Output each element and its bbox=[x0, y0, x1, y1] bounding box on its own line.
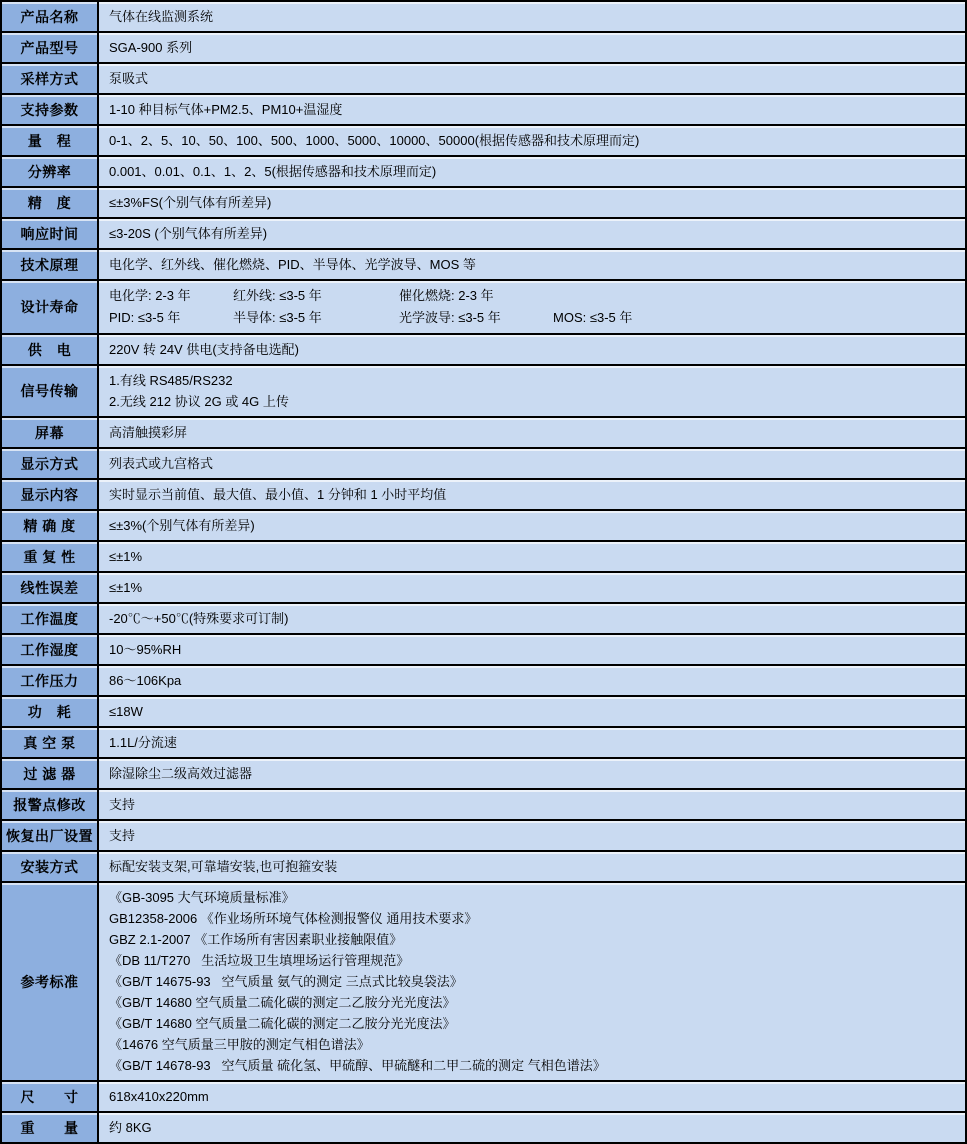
spec-value-line: ≤±1% bbox=[109, 549, 143, 564]
spec-label: 过 滤 器 bbox=[1, 758, 98, 789]
spec-value-line: 0.001、0.01、0.1、1、2、5(根据传感器和技术原理而定) bbox=[109, 164, 437, 179]
spec-value-line: GBZ 2.1-2007 《工作场所有害因素职业接触限值》 bbox=[109, 932, 403, 947]
spec-value bbox=[98, 789, 966, 820]
spec-value-line: 支持 bbox=[109, 828, 136, 843]
spec-value bbox=[98, 94, 966, 125]
spec-value-line: 10～95%RH bbox=[109, 642, 182, 657]
table-row bbox=[1, 820, 966, 851]
spec-value bbox=[98, 334, 966, 365]
spec-value-line: 除湿除尘二级高效过滤器 bbox=[109, 766, 253, 781]
spec-label: 支持参数 bbox=[1, 94, 98, 125]
spec-label: 尺 寸 bbox=[1, 1081, 98, 1112]
spec-label: 量 程 bbox=[1, 125, 98, 156]
spec-value-item: 电化学: 2-3 年 bbox=[109, 288, 191, 303]
spec-value bbox=[98, 448, 966, 479]
spec-value-line: 220V 转 24V 供电(支持备电选配) bbox=[109, 342, 299, 357]
spec-label: 报警点修改 bbox=[1, 789, 98, 820]
spec-value-line: 泵吸式 bbox=[109, 71, 149, 86]
spec-value-line: 0-1、2、5、10、50、100、500、1000、5000、10000、50000(根据传感器和技术原理而定) bbox=[109, 133, 640, 148]
spec-label: 信号传输 bbox=[1, 365, 98, 417]
table-row bbox=[1, 365, 966, 417]
spec-value-line: 《DB 11/T270 生活垃圾卫生填埋场运行管理规范》 bbox=[109, 953, 410, 968]
spec-value bbox=[98, 727, 966, 758]
spec-value-line: 《GB-3095 大气环境质量标准》 bbox=[109, 890, 295, 905]
spec-value bbox=[98, 882, 966, 1081]
spec-label: 安装方式 bbox=[1, 851, 98, 882]
table-row bbox=[1, 63, 966, 94]
table-row bbox=[1, 280, 966, 334]
spec-value bbox=[98, 417, 966, 448]
table-row bbox=[1, 156, 966, 187]
table-row bbox=[1, 665, 966, 696]
spec-value bbox=[98, 634, 966, 665]
spec-label: 技术原理 bbox=[1, 249, 98, 280]
table-row bbox=[1, 634, 966, 665]
spec-value-line: 《GB/T 14680 空气质量二硫化碳的测定二乙胺分光光度法》 bbox=[109, 1016, 456, 1031]
spec-value-line: 标配安装支架,可靠墙安装,也可抱箍安装 bbox=[109, 859, 338, 874]
spec-value-line: ≤±1% bbox=[109, 580, 143, 595]
spec-value-line: ≤3-20S (个别气体有所差异) bbox=[109, 226, 268, 241]
spec-value bbox=[98, 758, 966, 789]
table-row bbox=[1, 758, 966, 789]
spec-value bbox=[98, 696, 966, 727]
spec-value-item: MOS: ≤3-5 年 bbox=[553, 310, 633, 325]
spec-value-line: 气体在线监测系统 bbox=[109, 9, 214, 24]
table-row bbox=[1, 851, 966, 882]
spec-value bbox=[98, 1, 966, 32]
spec-value bbox=[98, 156, 966, 187]
table-row bbox=[1, 479, 966, 510]
table-row bbox=[1, 1, 966, 32]
spec-value-line: 618x410x220mm bbox=[109, 1089, 209, 1104]
spec-value bbox=[98, 851, 966, 882]
table-row bbox=[1, 882, 966, 1081]
spec-value bbox=[98, 249, 966, 280]
spec-label: 恢复出厂设置 bbox=[1, 820, 98, 851]
spec-label: 显示方式 bbox=[1, 448, 98, 479]
spec-value-line: 列表式或九宫格式 bbox=[109, 456, 214, 471]
spec-label: 精 度 bbox=[1, 187, 98, 218]
spec-label: 功 耗 bbox=[1, 696, 98, 727]
table-row bbox=[1, 218, 966, 249]
table-row bbox=[1, 417, 966, 448]
spec-value-line: ≤±3%(个别气体有所差异) bbox=[109, 518, 255, 533]
spec-value bbox=[98, 187, 966, 218]
spec-value bbox=[98, 479, 966, 510]
spec-label: 响应时间 bbox=[1, 218, 98, 249]
spec-value-line: ≤±3%FS(个别气体有所差异) bbox=[109, 195, 272, 210]
spec-value-line: 高清触摸彩屏 bbox=[109, 425, 188, 440]
spec-value-line: GB12358-2006 《作业场所环境气体检测报警仪 通用技术要求》 bbox=[109, 911, 478, 926]
spec-value bbox=[98, 125, 966, 156]
spec-value-line: 实时显示当前值、最大值、最小值、1 分钟和 1 小时平均值 bbox=[109, 487, 447, 502]
spec-value-line: 1-10 种目标气体+PM2.5、PM10+温湿度 bbox=[109, 102, 343, 117]
spec-value bbox=[98, 1112, 966, 1143]
spec-value bbox=[98, 665, 966, 696]
spec-value bbox=[98, 280, 966, 334]
spec-label: 真 空 泵 bbox=[1, 727, 98, 758]
spec-value bbox=[98, 218, 966, 249]
spec-value bbox=[98, 32, 966, 63]
table-row bbox=[1, 125, 966, 156]
table-row bbox=[1, 249, 966, 280]
spec-value-line: 《GB/T 14680 空气质量二硫化碳的测定二乙胺分光光度法》 bbox=[109, 995, 456, 1010]
spec-label: 参考标准 bbox=[1, 882, 98, 1081]
table-row bbox=[1, 727, 966, 758]
spec-label: 重 复 性 bbox=[1, 541, 98, 572]
spec-value bbox=[98, 365, 966, 417]
spec-value-line bbox=[109, 285, 955, 307]
spec-value-item: 红外线: ≤3-5 年 bbox=[233, 288, 322, 303]
table-row bbox=[1, 696, 966, 727]
spec-value-item: PID: ≤3-5 年 bbox=[109, 310, 181, 325]
spec-value-line: 约 8KG bbox=[109, 1120, 152, 1135]
spec-label: 精 确 度 bbox=[1, 510, 98, 541]
spec-label: 工作温度 bbox=[1, 603, 98, 634]
spec-label: 设计寿命 bbox=[1, 280, 98, 334]
table-row bbox=[1, 510, 966, 541]
spec-value-line: ≤18W bbox=[109, 704, 143, 719]
spec-value-line: 电化学、红外线、催化燃烧、PID、半导体、光学波导、MOS 等 bbox=[109, 257, 476, 272]
spec-value-item: 半导体: ≤3-5 年 bbox=[233, 310, 322, 325]
table-row bbox=[1, 32, 966, 63]
spec-value-line: 《GB/T 14678-93 空气质量 硫化氢、甲硫醇、甲硫醚和二甲二硫的测定 气相色谱法》 bbox=[109, 1058, 606, 1073]
spec-value bbox=[98, 603, 966, 634]
spec-value-line: 1.1L/分流速 bbox=[109, 735, 177, 750]
spec-value-line: 86～106Kpa bbox=[109, 673, 182, 688]
spec-label: 产品型号 bbox=[1, 32, 98, 63]
spec-value bbox=[98, 1081, 966, 1112]
spec-value bbox=[98, 572, 966, 603]
spec-table-body bbox=[1, 1, 966, 1143]
spec-label: 产品名称 bbox=[1, 1, 98, 32]
spec-label: 供 电 bbox=[1, 334, 98, 365]
table-row bbox=[1, 334, 966, 365]
spec-value bbox=[98, 510, 966, 541]
table-row bbox=[1, 1112, 966, 1143]
spec-value bbox=[98, 820, 966, 851]
spec-value-line: 1.有线 RS485/RS232 bbox=[109, 373, 233, 388]
spec-label: 屏幕 bbox=[1, 417, 98, 448]
table-row bbox=[1, 187, 966, 218]
table-row bbox=[1, 572, 966, 603]
spec-label: 工作湿度 bbox=[1, 634, 98, 665]
spec-value-item: 光学波导: ≤3-5 年 bbox=[399, 310, 501, 325]
spec-label: 工作压力 bbox=[1, 665, 98, 696]
spec-value bbox=[98, 541, 966, 572]
spec-value-line: 支持 bbox=[109, 797, 136, 812]
spec-label: 线性误差 bbox=[1, 572, 98, 603]
spec-value bbox=[98, 63, 966, 94]
spec-label: 重 量 bbox=[1, 1112, 98, 1143]
table-row bbox=[1, 94, 966, 125]
spec-value-line: 《GB/T 14675-93 空气质量 氨气的测定 三点式比较臭袋法》 bbox=[109, 974, 463, 989]
table-row bbox=[1, 448, 966, 479]
spec-value-line: -20℃～+50℃(特殊要求可订制) bbox=[109, 611, 289, 626]
spec-value-line: 2.无线 212 协议 2G 或 4G 上传 bbox=[109, 394, 289, 409]
table-row bbox=[1, 789, 966, 820]
spec-value-line: SGA-900 系列 bbox=[109, 40, 193, 55]
spec-label: 采样方式 bbox=[1, 63, 98, 94]
spec-value-item: 催化燃烧: 2-3 年 bbox=[399, 288, 494, 303]
table-row bbox=[1, 603, 966, 634]
spec-label: 分辨率 bbox=[1, 156, 98, 187]
spec-value-line: 《14676 空气质量三甲胺的测定气相色谱法》 bbox=[109, 1037, 370, 1052]
spec-value-line bbox=[109, 307, 955, 329]
table-row bbox=[1, 1081, 966, 1112]
spec-label: 显示内容 bbox=[1, 479, 98, 510]
table-row bbox=[1, 541, 966, 572]
